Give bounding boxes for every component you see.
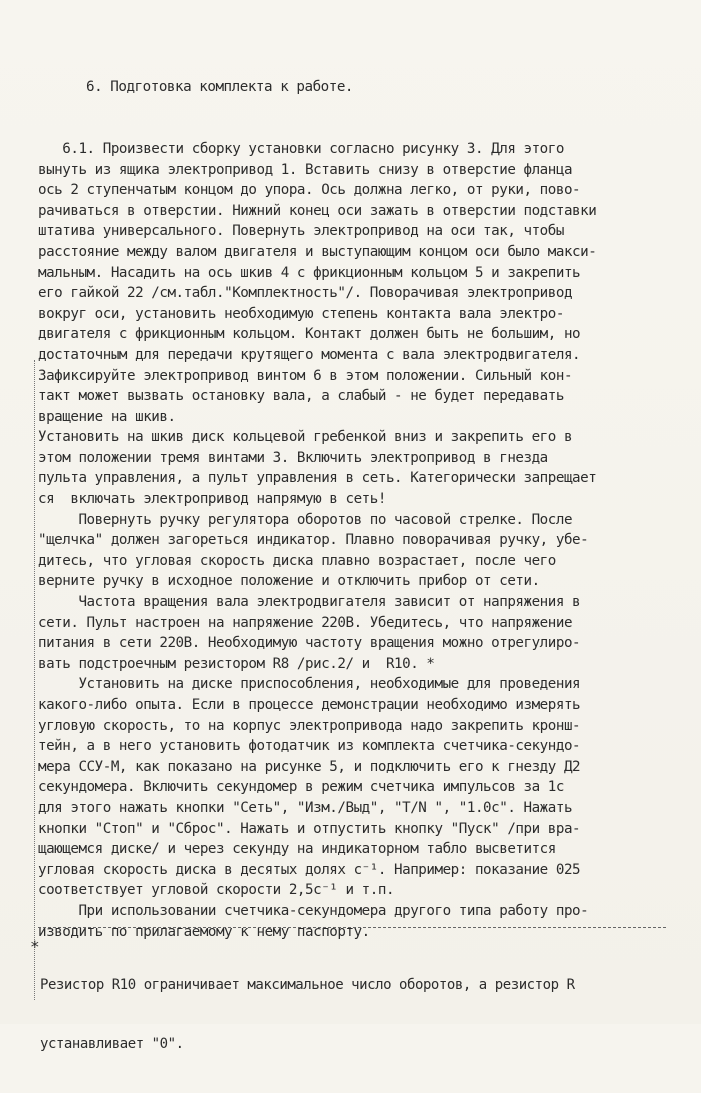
text-line: вать подстроечным резистором R8 /рис.2/ и R10. * xyxy=(38,655,435,672)
text-line: вынуть из ящика электропривод 1. Вставить снизу в отверстие фланца xyxy=(38,161,573,178)
text-line: штатива универсального. Повернуть электропривод на оси так, чтобы xyxy=(38,223,564,240)
text-line: сети. Пульт настроен на напряжение 220В. Убедитесь, что напряжение xyxy=(38,614,573,631)
document-body xyxy=(38,36,668,983)
text-line: секундомера. Включить секундомер в режим счетчика импульсов за 1с xyxy=(38,779,564,796)
text-line: расстояние между валом двигателя и выступающим концом оси было макси- xyxy=(38,243,597,260)
footnote xyxy=(32,938,682,1093)
text-line: Частота вращения вала электродвигателя зависит от напряжения в xyxy=(38,594,581,611)
footnote-star: * xyxy=(30,937,40,956)
text-line: тейн, а в него установить фотодатчик из комплекта счетчика-секундо- xyxy=(38,738,581,755)
text-line: Установить на диске приспособления, необходимые для проведения xyxy=(38,676,581,693)
text-line: дитесь, что угловая скорость диска плавно возрастает, после чего xyxy=(38,552,556,569)
text-line: При использовании счетчика-секундомера другого типа работу про- xyxy=(38,902,589,919)
text-line: рачиваться в отверстии. Нижний конец оси зажать в отверстии подставки xyxy=(38,202,597,219)
footnote-line-2: устанавливает "0". xyxy=(32,1035,184,1052)
text-line: его гайкой 22 /см.табл."Комплектность"/. Поворачивая электропривод xyxy=(38,285,573,302)
text-line: мальным. Насадить на ось шкив 4 с фрикционным кольцом 5 и закрепить xyxy=(38,264,581,281)
text-line: Зафиксируйте электропривод винтом 6 в этом положении. Сильный кон- xyxy=(38,367,573,384)
footnote-line-1: Резистор R10 ограничивает максимальное число оборотов, а резистор R xyxy=(32,977,575,993)
text-line: вращение на шкив. xyxy=(38,408,176,425)
text-line: Повернуть ручку регулятора оборотов по часовой стрелке. После xyxy=(38,511,573,528)
text-line: пульта управления, а пульт управления в сеть. Категорически запрещает xyxy=(38,470,597,487)
text-line: такт может вызвать остановку вала, а слабый - не будет передавать xyxy=(38,388,564,405)
text-line: изводить по прилагаемому к нему паспорту. xyxy=(38,923,370,940)
text-line: какого-либо опыта. Если в процессе демонстрации необходимо измерять xyxy=(38,697,581,713)
text-line: соответствует угловой скорости 2,5с⁻¹ и т.п. xyxy=(38,882,395,899)
text-line: питания в сети 220В. Необходимую частоту вращения можно отрегулиро- xyxy=(38,635,581,652)
text-line: ось 2 ступенчатым концом до упора. Ось должна легко, от руки, пово- xyxy=(38,182,581,199)
text-line: верните ручку в исходное положение и отключить прибор от сети. xyxy=(38,573,540,590)
section-heading: 6. Подготовка комплекта к работе. xyxy=(86,79,354,96)
text-line: угловая скорость диска в десятых долях с⁻¹. Например: показание 025 xyxy=(38,861,581,878)
text-line: кнопки "Стоп" и "Сброс". Нажать и отпустить кнопку "Пуск" /при вра- xyxy=(38,820,581,837)
text-line: мера ССУ-М, как показано на рисунке 5, и подключить его к гнезду Д2 xyxy=(38,758,581,775)
text-line: этом положении тремя винтами 3. Включить электропривод в гнезда xyxy=(38,449,548,466)
text-line: 6.1. Произвести сборку установки согласно рисунку 3. Для этого xyxy=(38,140,564,157)
text-line: вокруг оси, установить необходимую степень контакта вала электро- xyxy=(38,305,564,322)
text-line: ся включать электропривод напрямую в сеть! xyxy=(38,491,386,508)
text-line: достаточным для передачи крутящего момента с вала электродвигателя. xyxy=(38,346,581,363)
paragraph-lines xyxy=(38,139,668,942)
footnote-separator xyxy=(38,927,666,928)
text-line: Установить на шкив диск кольцевой гребенкой вниз и закрепить его в xyxy=(38,429,573,446)
margin-dotted-rule xyxy=(34,360,35,1000)
text-line: для этого нажать кнопки "Сеть", "Изм./Выд", "Т/N ", "1.0с". Нажать xyxy=(38,799,573,816)
text-line: щающемся диске/ и через секунду на индикаторном табло высветится xyxy=(38,841,556,858)
text-line: двигателя с фрикционным кольцом. Контакт должен быть не большим, но xyxy=(38,326,581,343)
text-line: угловую скорость, то на корпус электропривода надо закрепить кронш- xyxy=(38,717,581,734)
text-line: "щелчка" должен загореться индикатор. Плавно поворачивая ручку, убе- xyxy=(38,532,589,549)
